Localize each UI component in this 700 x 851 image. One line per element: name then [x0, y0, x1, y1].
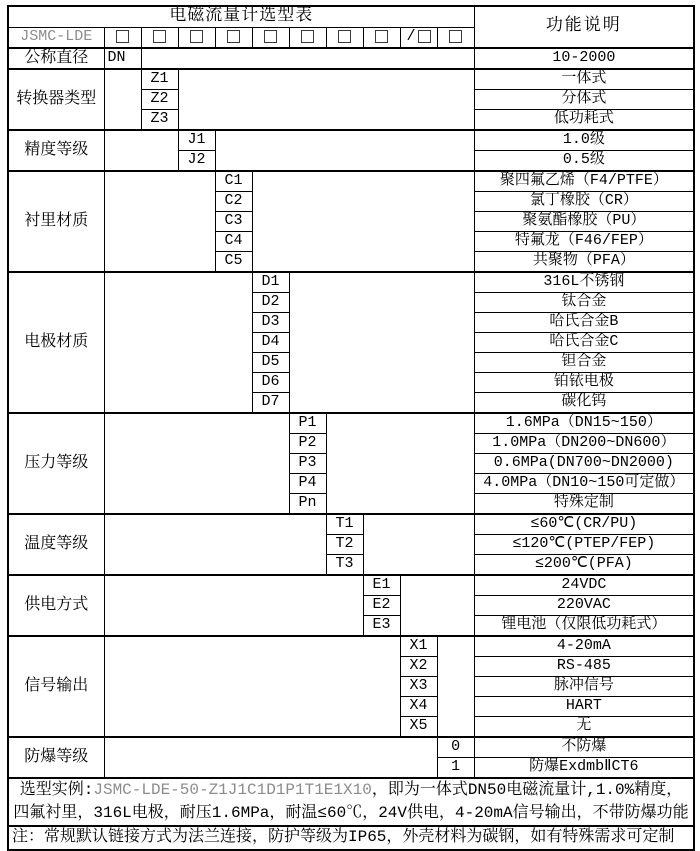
model-code-slot-1: [104, 27, 141, 48]
code-P3: P3: [289, 453, 326, 473]
code-D1: D1: [252, 272, 289, 293]
spacer-cell: [215, 130, 474, 171]
code-0: 0: [437, 737, 474, 758]
spacer-cell: [104, 514, 326, 575]
desc-P3: 0.6MPa(DN700~DN2000): [474, 453, 694, 473]
desc-X5: 无: [474, 716, 694, 737]
spacer-cell: [363, 514, 474, 575]
desc-D5: 钽合金: [474, 352, 694, 372]
desc-C5: 共聚物（PFA）: [474, 251, 694, 272]
desc-X2: RS-485: [474, 656, 694, 676]
desc-Pn: 特殊定制: [474, 493, 694, 514]
desc-T2: ≤120℃(PTEP/FEP): [474, 534, 694, 554]
code-J2: J2: [178, 150, 215, 171]
desc-X3: 脉冲信号: [474, 676, 694, 696]
category-label-diameter: 公称直径: [8, 48, 104, 69]
desc-C4: 特氟龙（F46/FEP）: [474, 231, 694, 251]
function-description-header: 功能说明: [474, 6, 694, 48]
desc-D1: 316L不锈钢: [474, 272, 694, 293]
desc-D4: 哈氏合金C: [474, 332, 694, 352]
desc-Z3: 低功耗式: [474, 109, 694, 130]
category-label-accuracy: 精度等级: [8, 130, 104, 171]
code-D6: D6: [252, 372, 289, 392]
desc-T3: ≤200℃(PFA): [474, 554, 694, 575]
spacer-cell: [400, 575, 474, 636]
code-E2: E2: [363, 595, 400, 615]
checkbox-icon: [449, 30, 462, 43]
category-label-explosion-proof: 防爆等级: [8, 737, 104, 778]
checkbox-icon: [301, 30, 314, 43]
desc-E1: 24VDC: [474, 575, 694, 596]
code-C4: C4: [215, 231, 252, 251]
code-D4: D4: [252, 332, 289, 352]
spacer-cell: [326, 413, 474, 514]
desc-J2: 0.5级: [474, 150, 694, 171]
desc-J1: 1.0级: [474, 130, 694, 151]
code-E1: E1: [363, 575, 400, 596]
desc-C2: 氯丁橡胶（CR）: [474, 191, 694, 211]
code-D2: D2: [252, 292, 289, 312]
example-model-code: JSMC-LDE-50-Z1J1C1D1P1T1E1X10: [93, 780, 372, 799]
code-D5: D5: [252, 352, 289, 372]
desc-E3: 锂电池（仅限低功耗式）: [474, 615, 694, 636]
desc-C1: 聚四氟乙烯（F4/PTFE）: [474, 171, 694, 192]
model-prefix: JSMC-LDE: [8, 27, 104, 48]
code-C3: C3: [215, 211, 252, 231]
model-code-slot-9: [400, 27, 437, 48]
spacer-cell: [104, 413, 289, 514]
checkbox-icon: [153, 30, 166, 43]
category-label-converter-type: 转换器类型: [8, 69, 104, 130]
desc-P2: 1.0MPa（DN200~DN600）: [474, 433, 694, 453]
code-Z3: Z3: [141, 109, 178, 130]
checkbox-icon: [375, 30, 388, 43]
code-D3: D3: [252, 312, 289, 332]
model-code-slot-8: [363, 27, 400, 48]
code-Pn: Pn: [289, 493, 326, 514]
example-description: ，即为一体式DN50电磁流量计,1.0%精度，四氟衬里，316L电极，耐压1.6MPa，耐温≤60℃，24V供电，4-20mA信号输出，不带防爆功能: [13, 780, 689, 822]
flowmeter-selection-table: [7, 5, 695, 851]
category-label-power-supply: 供电方式: [8, 575, 104, 636]
model-code-slot-7: [326, 27, 363, 48]
desc-1: 防爆ExdmbⅡCT6: [474, 757, 694, 778]
spacer-cell: [104, 636, 400, 737]
code-P1: P1: [289, 413, 326, 434]
desc-Z1: 一体式: [474, 69, 694, 90]
spacer-cell: [141, 48, 474, 69]
spacer-cell: [289, 272, 474, 413]
spacer-cell: [104, 130, 178, 171]
code-J1: J1: [178, 130, 215, 151]
code-DN: DN: [104, 48, 141, 69]
spacer-cell: [104, 575, 363, 636]
code-T1: T1: [326, 514, 363, 535]
category-label-pressure-rating: 压力等级: [8, 413, 104, 514]
desc-0: 不防爆: [474, 737, 694, 758]
desc-X4: HART: [474, 696, 694, 716]
desc-E2: 220VAC: [474, 595, 694, 615]
code-E3: E3: [363, 615, 400, 636]
desc-D3: 哈氏合金B: [474, 312, 694, 332]
spacer-cell: [104, 171, 215, 272]
model-code-slot-10: [437, 27, 474, 48]
desc-T1: ≤60℃(CR/PU): [474, 514, 694, 535]
category-label-electrode-material: 电极材质: [8, 272, 104, 413]
slash-separator: /: [406, 28, 416, 46]
desc-P1: 1.6MPa（DN15~150）: [474, 413, 694, 434]
code-P4: P4: [289, 473, 326, 493]
code-1: 1: [437, 757, 474, 778]
code-X2: X2: [400, 656, 437, 676]
spacer-cell: [104, 69, 141, 130]
code-X3: X3: [400, 676, 437, 696]
model-code-slot-6: [289, 27, 326, 48]
desc-D7: 碳化钨: [474, 392, 694, 413]
code-C5: C5: [215, 251, 252, 272]
code-C1: C1: [215, 171, 252, 192]
category-label-temperature-rating: 温度等级: [8, 514, 104, 575]
spacer-cell: [104, 272, 252, 413]
desc-C3: 聚氨酯橡胶（PU）: [474, 211, 694, 231]
code-T3: T3: [326, 554, 363, 575]
desc-DN: 10-2000: [474, 48, 694, 69]
footer-note: 注：常规默认链接方式为法兰连接，防护等级为IP65，外壳材料为碳钢，如有特殊需求可定制: [8, 826, 694, 850]
model-code-slot-4: [215, 27, 252, 48]
desc-Z2: 分体式: [474, 89, 694, 109]
code-Z2: Z2: [141, 89, 178, 109]
desc-D6: 铂铱电极: [474, 372, 694, 392]
checkbox-icon: [264, 30, 277, 43]
checkbox-icon: [418, 30, 431, 43]
spacer-cell: [104, 737, 437, 778]
category-label-signal-output: 信号输出: [8, 636, 104, 737]
category-label-lining-material: 衬里材质: [8, 171, 104, 272]
code-C2: C2: [215, 191, 252, 211]
desc-P4: 4.0MPa（DN10~150可定做）: [474, 473, 694, 493]
code-D7: D7: [252, 392, 289, 413]
model-code-slot-2: [141, 27, 178, 48]
code-X4: X4: [400, 696, 437, 716]
spacer-cell: [178, 69, 474, 130]
model-code-slot-3: [178, 27, 215, 48]
checkbox-icon: [338, 30, 351, 43]
checkbox-icon: [227, 30, 240, 43]
code-Z1: Z1: [141, 69, 178, 90]
desc-D2: 钛合金: [474, 292, 694, 312]
code-X5: X5: [400, 716, 437, 737]
desc-X1: 4-20mA: [474, 636, 694, 657]
code-X1: X1: [400, 636, 437, 657]
checkbox-icon: [190, 30, 203, 43]
example-prefix: 选型实例:: [19, 780, 94, 799]
spacer-cell: [437, 636, 474, 737]
spacer-cell: [252, 171, 474, 272]
table-title: 电磁流量计选型表: [8, 6, 474, 27]
code-P2: P2: [289, 433, 326, 453]
selection-example: [8, 778, 694, 826]
code-T2: T2: [326, 534, 363, 554]
model-code-slot-5: [252, 27, 289, 48]
checkbox-icon: [116, 30, 129, 43]
